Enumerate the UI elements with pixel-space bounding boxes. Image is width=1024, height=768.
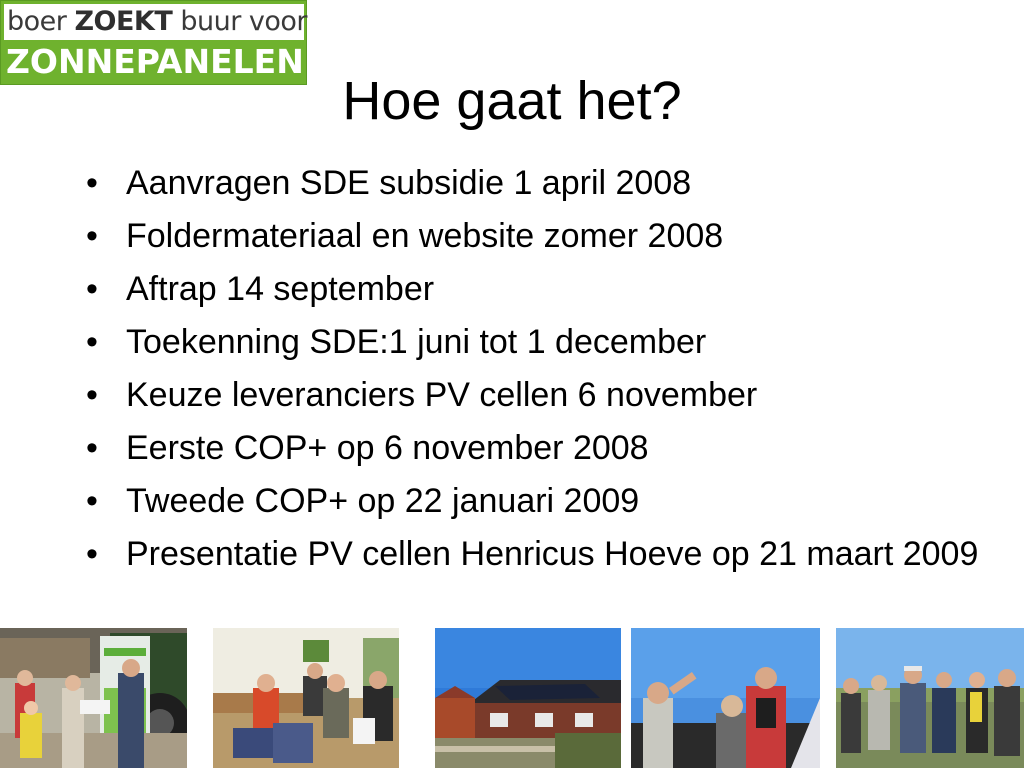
bullet-list xyxy=(86,164,986,588)
bullet-dot: • xyxy=(86,376,98,414)
bullet-dot: • xyxy=(86,217,98,255)
photo-strip xyxy=(0,628,1024,768)
bullet-dot: • xyxy=(86,323,98,361)
bullet-item xyxy=(86,270,986,309)
logo-word-boer: boer xyxy=(7,6,75,37)
bullet-item xyxy=(86,535,986,574)
logo-bottom-line: ZONNEPANELEN xyxy=(6,42,304,81)
photo-group-field xyxy=(836,628,1024,768)
bullet-dot: • xyxy=(86,164,98,202)
bullet-text: Tweede COP+ op 22 januari 2009 xyxy=(126,482,640,520)
bullet-text: Toekenning SDE:1 juni tot 1 december xyxy=(126,323,707,361)
bullet-item xyxy=(86,323,986,362)
logo-top-line xyxy=(4,4,308,40)
bullet-item xyxy=(86,217,986,256)
bullet-item xyxy=(86,376,986,415)
bullet-dot: • xyxy=(86,482,98,520)
bullet-dot: • xyxy=(86,429,98,467)
bullet-text: Aftrap 14 september xyxy=(126,270,435,308)
logo-word-zoekt: ZOEKT xyxy=(74,6,173,37)
bullet-item xyxy=(86,482,986,521)
photo-meeting-room xyxy=(213,628,399,768)
bullet-dot: • xyxy=(86,535,98,573)
bullet-text: Foldermateriaal en website zomer 2008 xyxy=(126,217,724,255)
bullet-item xyxy=(86,429,986,468)
bullet-text: Eerste COP+ op 6 november 2008 xyxy=(126,429,649,467)
bullet-item xyxy=(86,164,986,203)
bullet-dot: • xyxy=(86,270,98,308)
bullet-text: Aanvragen SDE subsidie 1 april 2008 xyxy=(126,164,692,202)
slide-title: Hoe gaat het? xyxy=(342,71,682,131)
bullet-text: Presentatie PV cellen Henricus Hoeve op 21 maart 2009 xyxy=(126,535,979,573)
bullet-text: Keuze leveranciers PV cellen 6 november xyxy=(126,376,758,414)
photo-farm-event xyxy=(0,628,187,768)
logo-word-buur-voor: buur voor xyxy=(172,6,308,37)
photo-group-outdoors-sky xyxy=(631,628,820,768)
photo-solar-roof-farm xyxy=(435,628,621,768)
